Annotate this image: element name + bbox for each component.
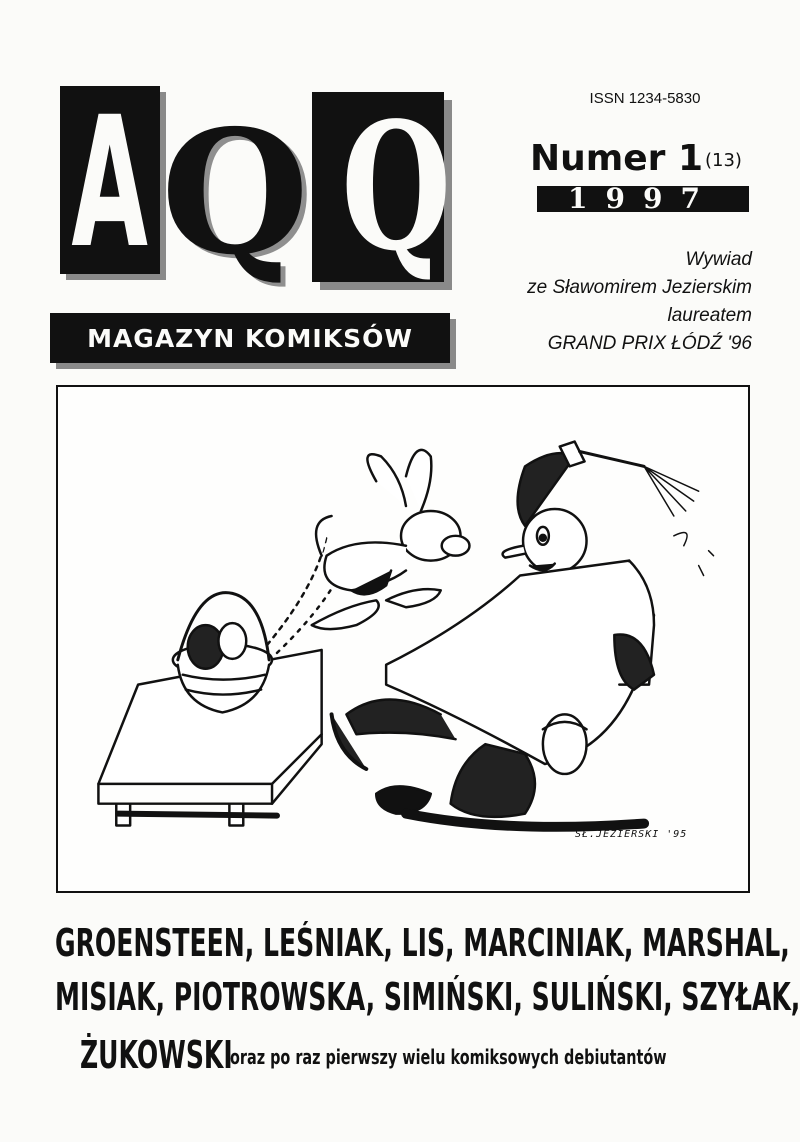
authors-line: ŻUKOWSKI [80,1033,233,1077]
logo-letter-a: A [60,86,160,274]
issn-number: ISSN 1234-5830 [589,90,701,107]
rabbit-character-drawing [312,450,470,629]
artist-signature: SŁ.JEZIERSKI '95 [575,829,688,840]
issue-year: 1997 [537,186,749,212]
issue-cumulative-number: (13) [705,150,742,171]
magazine-tagline: MAGAZYN KOMIKSÓW [50,313,450,363]
interview-line: Wywiad [685,249,752,270]
priest-character-drawing [332,442,699,827]
interview-line: laureatem [667,305,752,326]
interview-teaser [472,246,752,358]
logo-letter-q-outline: Q [160,93,310,293]
interview-line: GRAND PRIX ŁÓDŹ '96 [547,333,752,354]
interview-line: ze Sławomirem Jezierskim [527,277,752,298]
authors-line: GROENSTEEN, LEŚNIAK, LIS, MARCINIAK, MARSHAL, [55,921,790,965]
cover-illustration [56,385,750,893]
logo-letter-q-inverse: Q [341,85,452,290]
authors-line: MISIAK, PIOTROWSKA, SIMIŃSKI, SULIŃSKI, SZYŁAK, [55,975,800,1019]
cartoon-drawing [58,387,748,891]
debutants-note: oraz po raz pierwszy wielu komiksowych debiutantów [230,1045,667,1069]
issue-number: Numer 1 [530,138,704,179]
